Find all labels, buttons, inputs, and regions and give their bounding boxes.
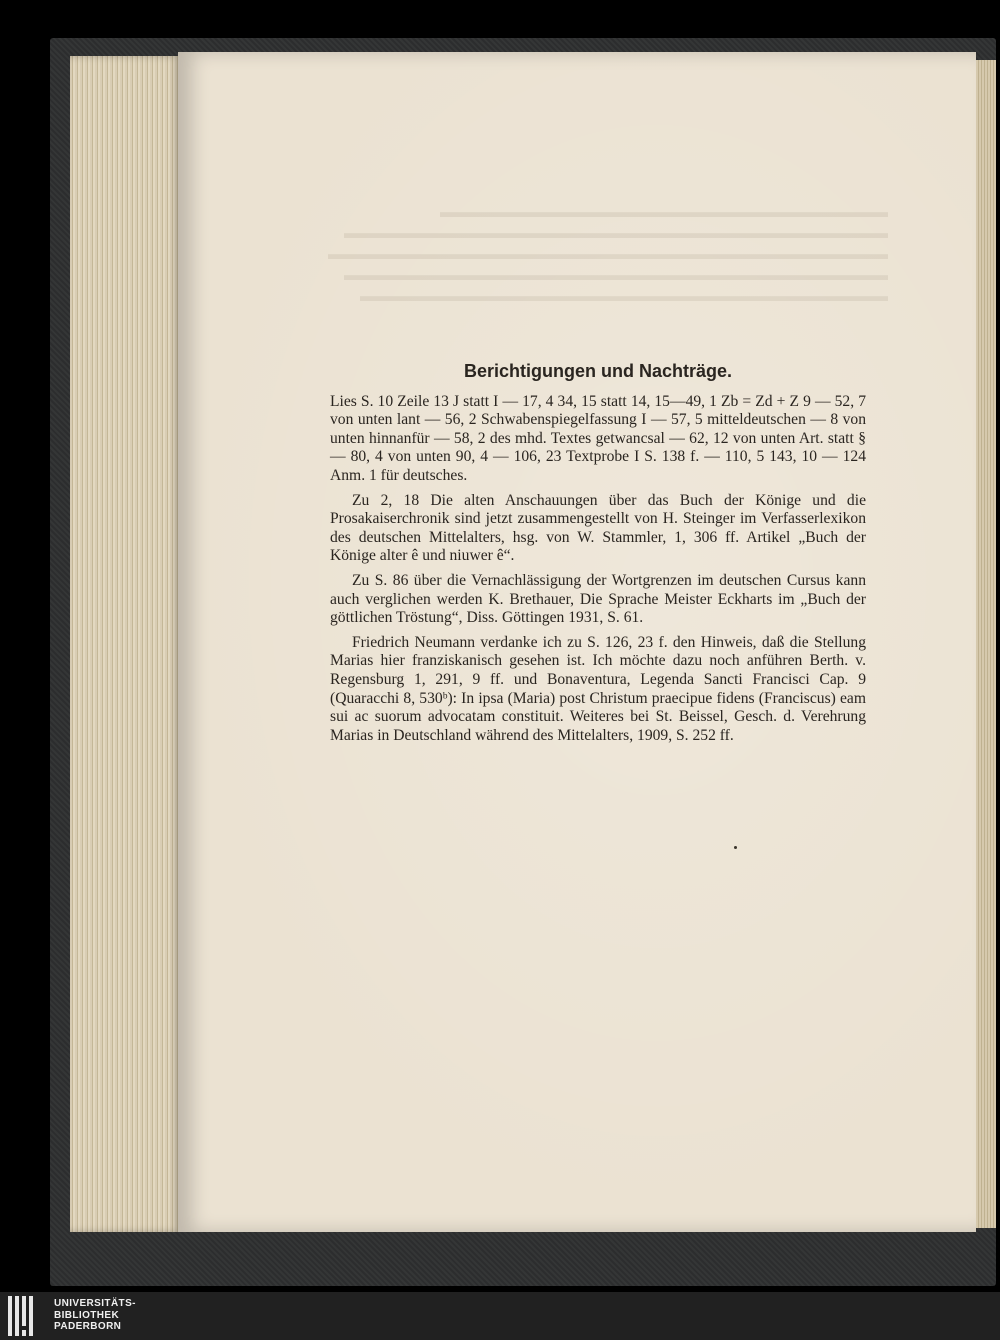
corrections-paragraph: Lies S. 10 Zeile 13 J statt I — 17, 4 34, 15 statt 14, 15—49, 1 Zb = Zd + Z 9 — 52, 7 von unten lant — 56, 2 Schwabenspiegelfassung I — 57, 5 mitteldeutschen — 8 von unten hinnanfür — 58, 2 des mhd. Textes getwancsal — 62, 12 von unten Art. statt § — 80, 4 von unten 90, 4 — 106, 23 Textprobe I S. 138 f. — 110, 5 143, 10 — 124 Anm. 1 für deutsches.: [330, 392, 866, 484]
note-paragraph: Friedrich Neumann verdanke ich zu S. 126, 23 f. den Hinweis, daß die Stellung Marias hier franziskanisch gesehen ist. Ich möchte dazu noch anführen Berth. v. Regensburg 1, 291, 9 ff. und Bonaventura, Legenda Sancti Francisci Cap. 9 (Quaracchi 8, 530ᵇ): In ipsa (Maria) post Christum praecipue fidens (Franciscus) eam sui ac suorum advocatam constituit. Weiteres bei St. Beissel, Gesch. d. Verehrung Marias in Deutschland während des Mittelalters, 1909, S. 252 ff.: [330, 633, 866, 744]
library-footer: [0, 1292, 1000, 1340]
library-name-line: UNIVERSITÄTS-: [54, 1298, 136, 1309]
library-name-line: BIBLIOTHEK: [54, 1309, 120, 1321]
library-logo-icon: [8, 1296, 46, 1336]
ink-dot: [734, 846, 737, 849]
page-title: Berichtigungen und Nachträge.: [463, 361, 733, 381]
note-paragraph: Zu S. 86 über die Vernachlässigung der Wortgrenzen im deutschen Cursus kann auch verglichen werden K. Brethauer, Die Sprache Meister Eckharts im „Buch der göttlichen Tröstung“, Diss. Göttingen 1931, S. 61.: [330, 571, 866, 627]
page-edges: [70, 56, 182, 1232]
note-paragraph: Zu 2, 18 Die alten Anschauungen über das Buch der Könige und die Prosakaiserchronik sind jetzt zusammengestellt von H. Steinger im Verfasserlexikon des deutschen Mittelalters, hsg. von W. Stammler, 1, 306 ff. Artikel „Buch der Könige alter ê und niuwer ê“.: [330, 491, 866, 565]
library-name-line: PADERBORN: [54, 1321, 122, 1332]
document-content: [330, 362, 866, 751]
book-page: [178, 52, 976, 1232]
library-name: [54, 1298, 136, 1333]
bleed-through-text: ▬▬▬▬▬▬▬▬▬▬▬▬▬▬▬▬▬▬▬▬▬▬▬▬▬▬▬▬ ▬▬▬▬▬▬▬▬▬▬▬▬▬▬▬▬▬▬▬▬▬▬▬▬▬▬▬▬▬▬▬▬▬▬ ▬▬▬▬▬▬▬▬▬▬▬▬▬▬▬▬▬▬▬▬▬▬▬▬▬▬▬▬▬▬▬▬▬▬▬ ▬▬▬▬▬▬▬▬▬▬▬▬▬▬▬▬▬▬▬▬▬▬▬▬▬▬▬▬▬▬▬▬▬▬ ▬▬▬▬▬▬▬▬▬▬▬▬▬▬▬▬▬▬▬▬▬▬▬▬▬▬▬▬▬▬▬▬▬: [328, 204, 888, 305]
